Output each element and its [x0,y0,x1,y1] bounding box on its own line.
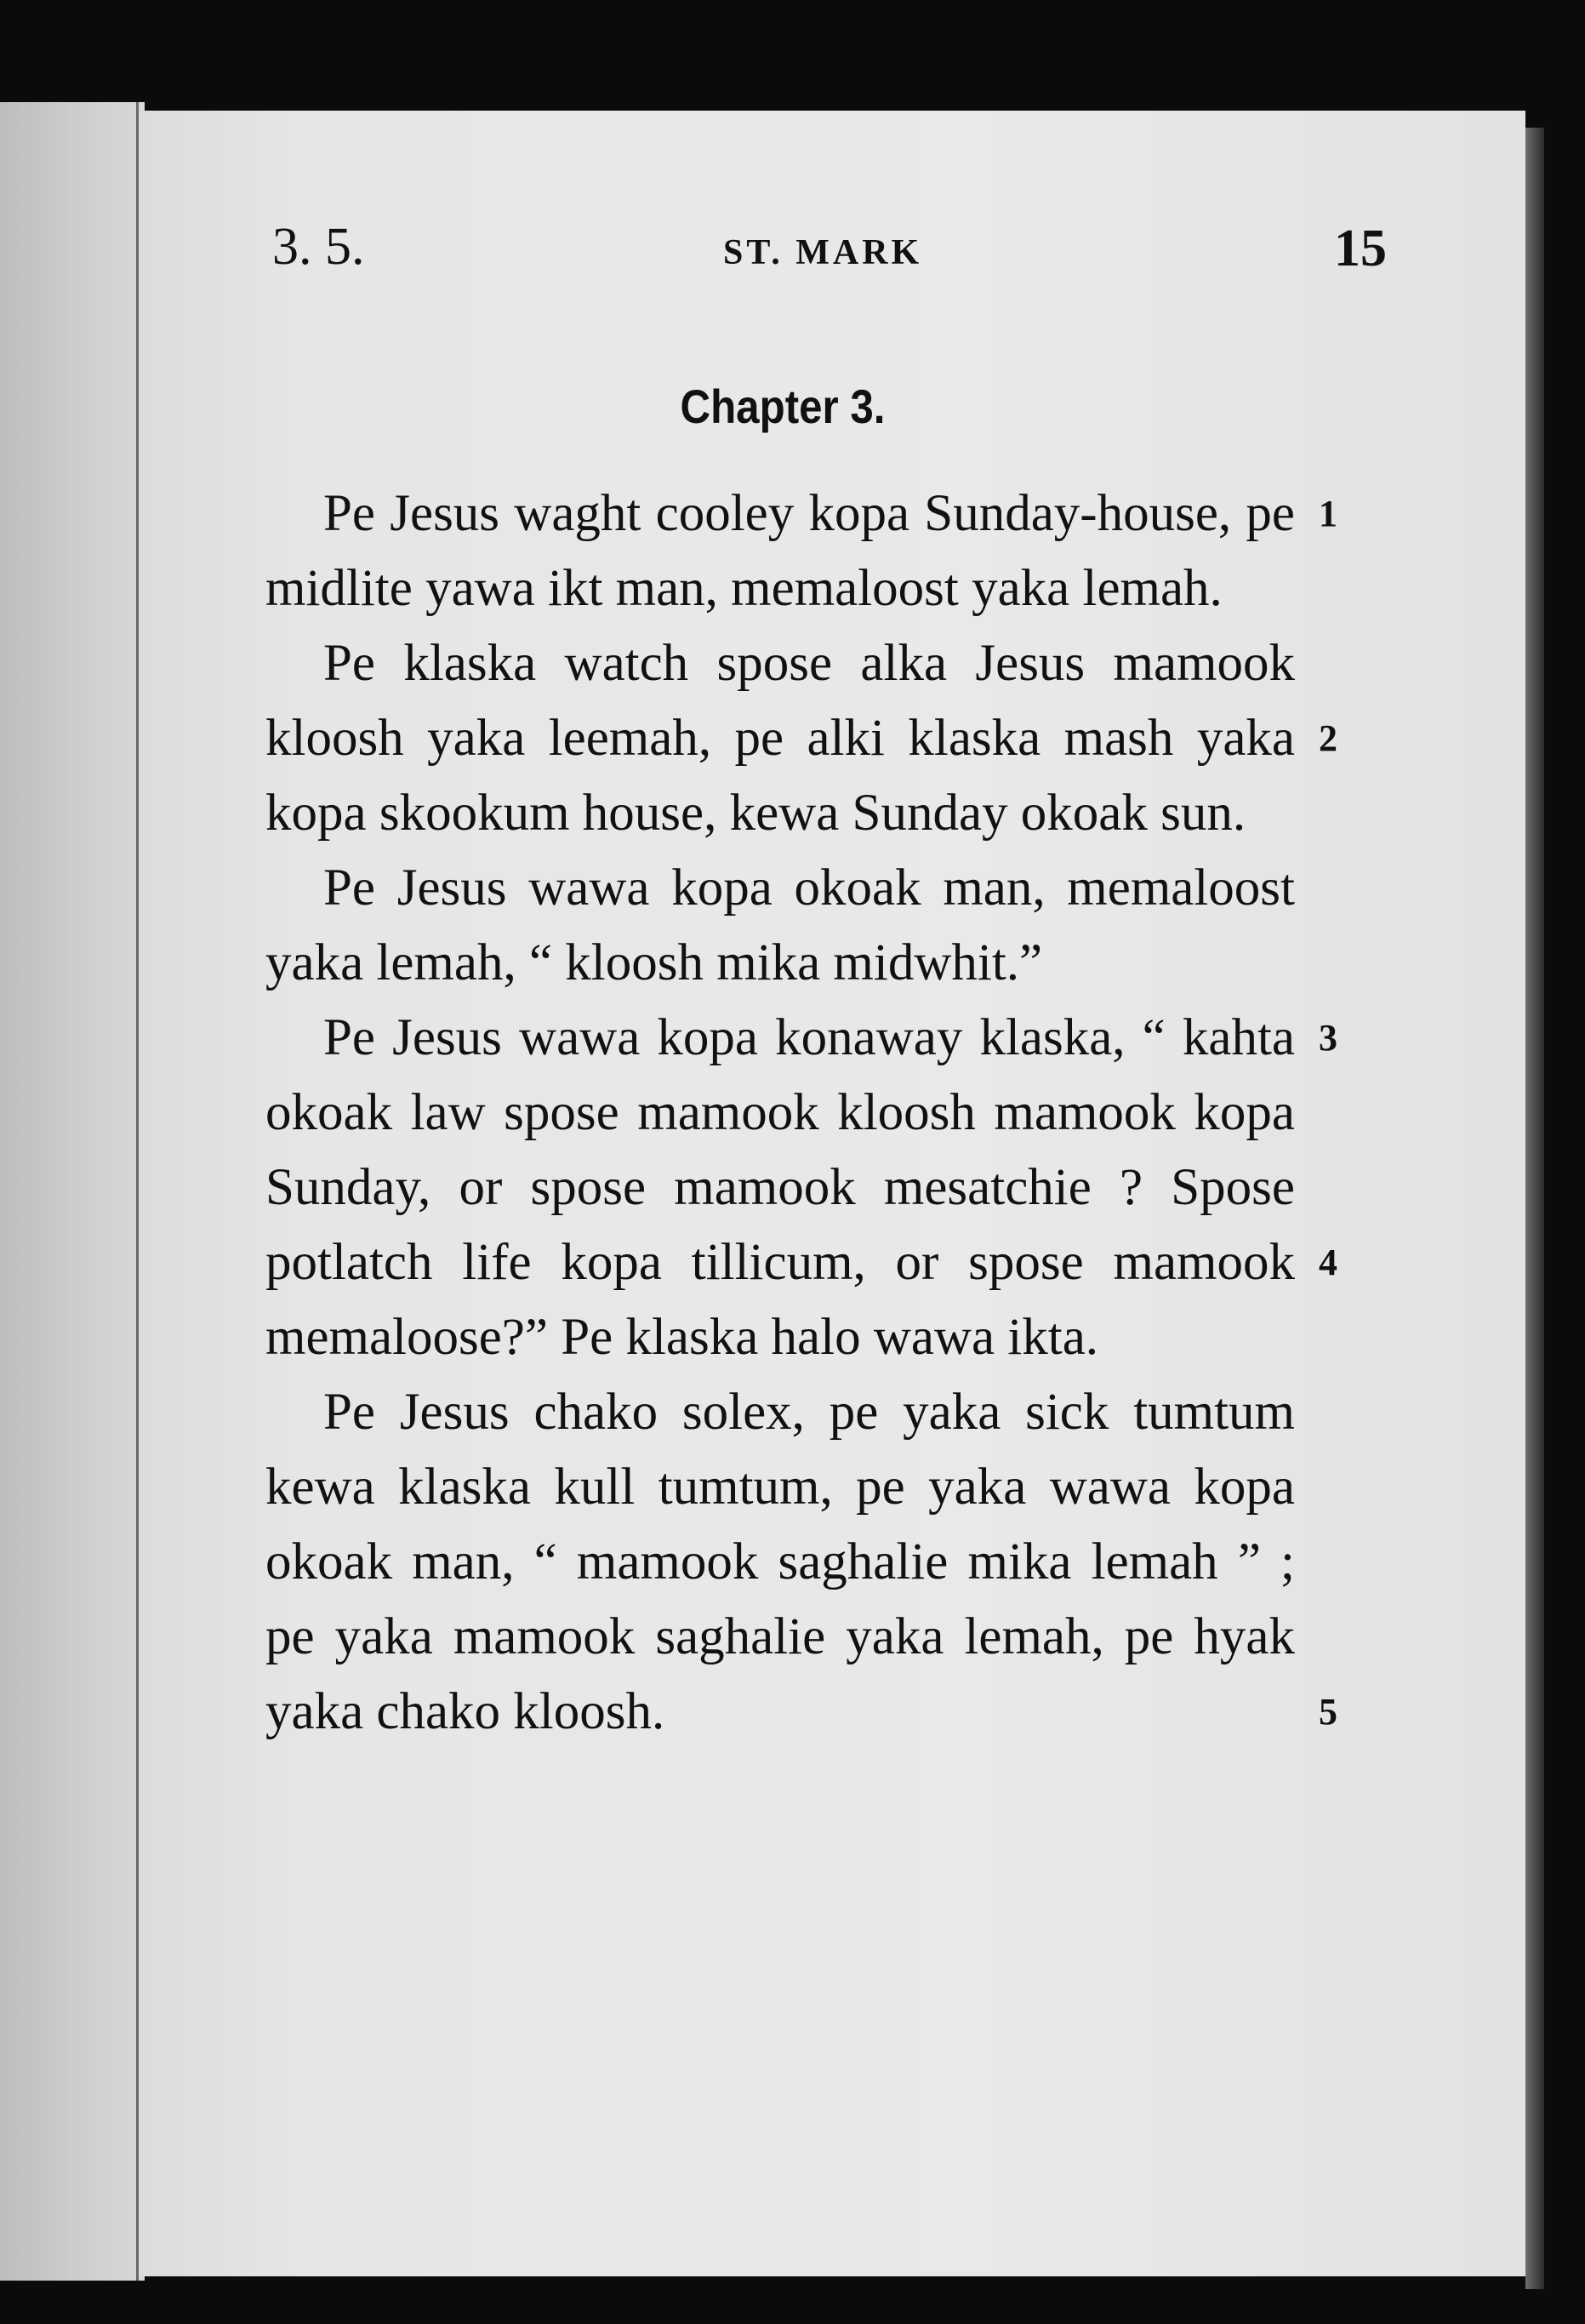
chapter-title: Chapter 3. [680,380,886,433]
verse-number-2: 2 [1319,717,1337,759]
verse-range: 3. 5. [272,218,365,276]
verse-1-text: Pe Jesus waght cooley kopa Sunday-house, pe midlite yawa ikt man, memaloost yaka lemah. [265,485,1295,617]
verse-3-text: Pe Jesus wawa kopa okoak man, memaloost yaka lemah, “ kloosh mika midwhit.” [265,859,1295,991]
verse-number-5: 5 [1319,1691,1337,1733]
verse-number-3: 3 [1319,1017,1337,1059]
chapter-body [265,477,1295,1750]
page-number: 15 [1334,220,1387,277]
verse-number-4: 4 [1319,1242,1337,1283]
running-header [272,217,1387,294]
page-shadow-edge [1525,128,1544,2289]
book-title: ST. MARK [723,233,923,272]
verse-2-text: Pe klaska watch spose alka Jesus mamook kloosh yaka leemah, pe alki klaska mash yaka kopa skookum house, kewa Sunday okoak sun. [265,635,1295,842]
verse-5-text: Pe Jesus chako solex, pe yaka sick tumtum kewa klaska kull tumtum, pe yaka wawa kopa okoak man, “ mamook saghalie mika lemah ” ; pe yaka mamook saghalie yaka lemah, pe hyak yaka chako kloosh. [265,1384,1295,1740]
verse-4-text: Pe Jesus wawa kopa konaway klaska, “ kahta okoak law spose mamook kloosh mamook kopa Sunday, or spose mamook mesatchie ? Spose potlatch life kopa tillicum, or spose mamook memaloose?” Pe klaska halo wawa ikta. [265,1009,1295,1366]
verse-number-1: 1 [1319,493,1337,534]
left-page-edge [0,102,145,2281]
